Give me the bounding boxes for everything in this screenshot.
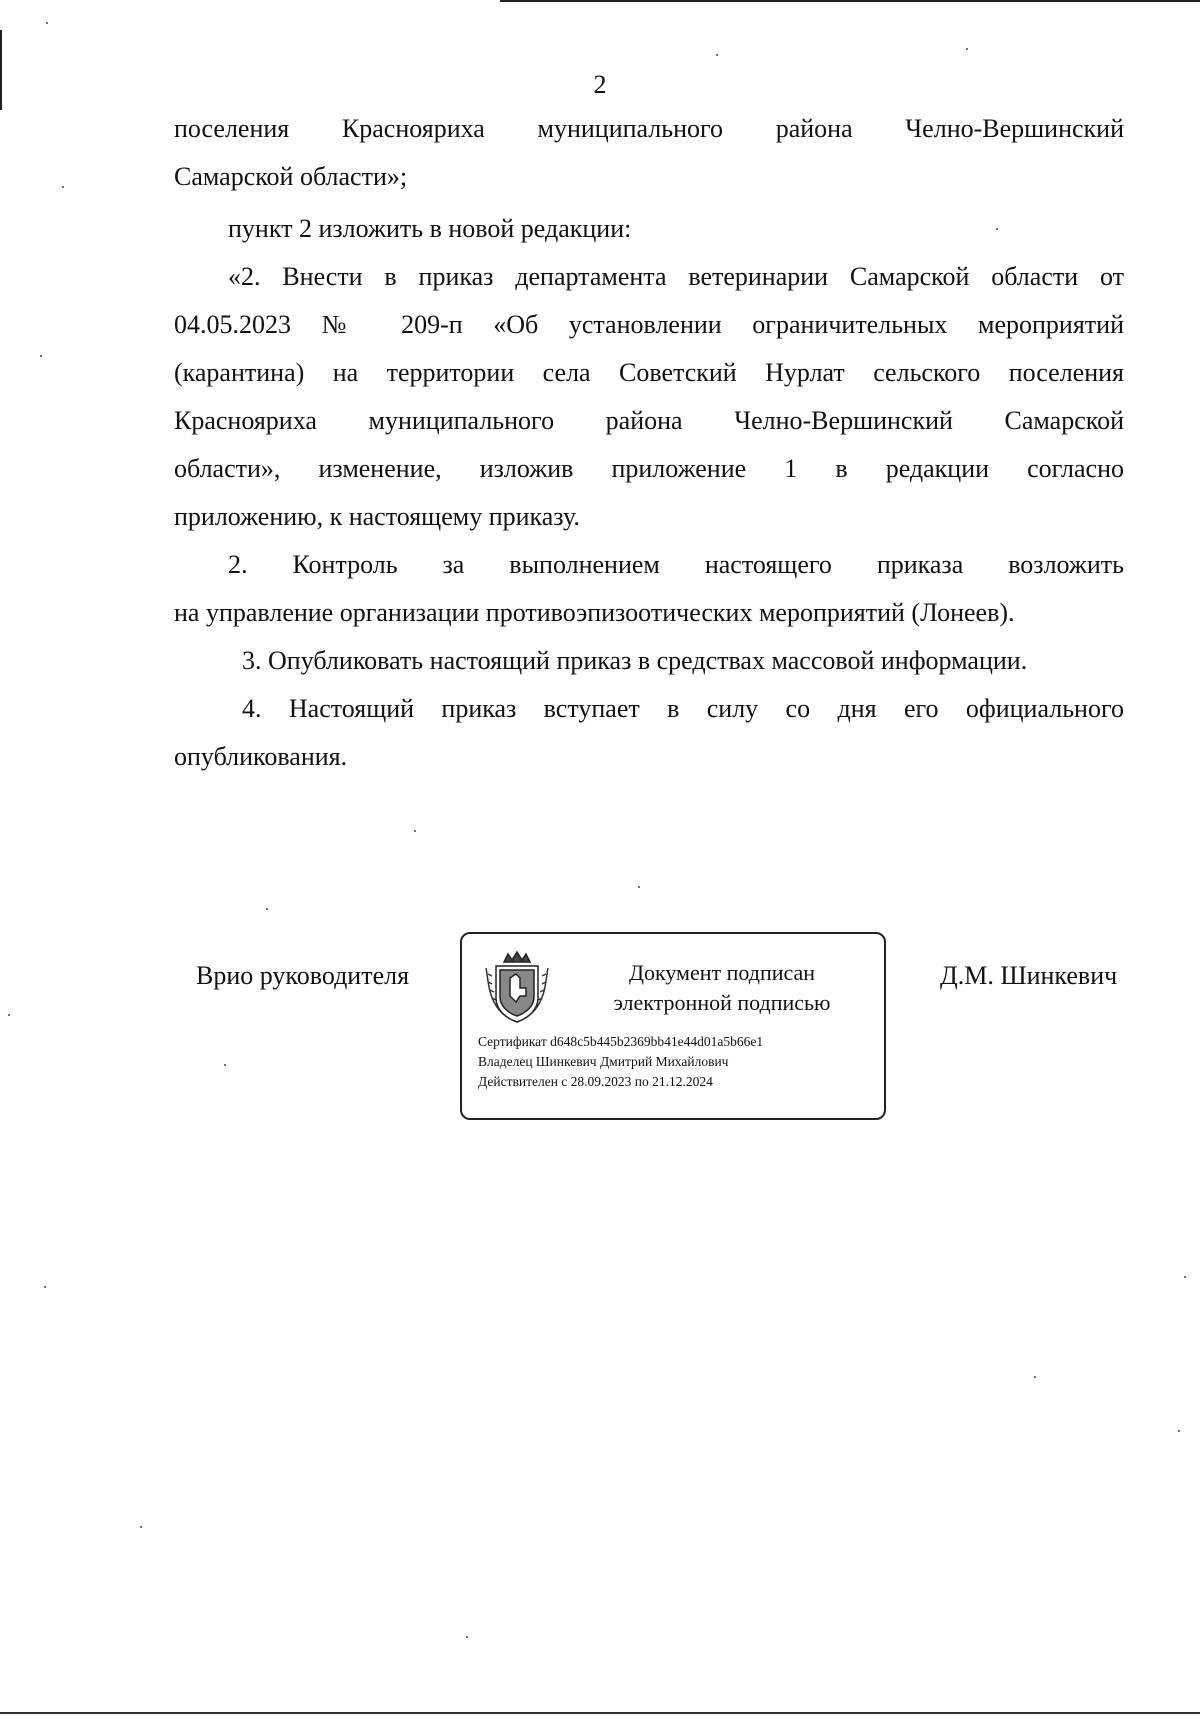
scan-speck bbox=[1184, 1276, 1186, 1278]
scan-speck bbox=[8, 1014, 10, 1016]
scan-speck bbox=[266, 908, 268, 910]
scan-speck bbox=[414, 830, 416, 832]
scan-speck bbox=[46, 22, 48, 24]
paragraph-line: 04.05.2023 № 209-п «Об установлении ограничительных мероприятий bbox=[174, 310, 1124, 339]
stamp-validity: Действителен с 28.09.2023 по 21.12.2024 bbox=[478, 1074, 713, 1089]
document-body bbox=[174, 105, 1124, 781]
scan-speck bbox=[140, 1526, 142, 1528]
scan-speck bbox=[40, 355, 42, 357]
paragraph-line: 4. Настоящий приказ вступает в силу со дня его официального bbox=[242, 694, 1124, 723]
scan-speck bbox=[1034, 1376, 1036, 1378]
electronic-signature-stamp bbox=[460, 932, 886, 1120]
stamp-details bbox=[478, 1032, 763, 1092]
scan-speck bbox=[638, 886, 640, 888]
paragraph-line: опубликования. bbox=[174, 742, 348, 771]
stamp-owner: Владелец Шинкевич Дмитрий Михайлович bbox=[478, 1054, 729, 1069]
paragraph-line: поселения Краснояриха муниципального района Челно-Вершинский bbox=[174, 114, 1124, 143]
paragraph-line: Краснояриха муниципального района Челно-Вершинский Самарской bbox=[174, 406, 1124, 435]
signer-title: Врио руководителя bbox=[196, 961, 410, 990]
signer-name: Д.М. Шинкевич bbox=[940, 961, 1118, 990]
scan-edge-top bbox=[500, 0, 1200, 2]
paragraph-line: 2. Контроль за выполнением настоящего приказа возложить bbox=[228, 550, 1124, 579]
scan-speck bbox=[1178, 1430, 1180, 1432]
scan-speck bbox=[716, 54, 718, 56]
paragraph-line: 3. Опубликовать настоящий приказ в средствах массовой информации. bbox=[242, 646, 1028, 675]
scan-speck bbox=[224, 1064, 226, 1066]
paragraph-line: области», изменение, изложив приложение 1 в редакции согласно bbox=[174, 454, 1124, 483]
stamp-title-line: Документ подписан bbox=[628, 960, 816, 985]
paragraph-line: «2. Внести в приказ департамента ветеринарии Самарской области от bbox=[228, 262, 1124, 291]
scan-speck bbox=[466, 1636, 468, 1638]
scan-speck bbox=[62, 186, 64, 188]
paragraph-line: (карантина) на территории села Советский Нурлат сельского поселения bbox=[174, 358, 1124, 387]
page-number: 2 bbox=[593, 70, 607, 99]
paragraph-line: Самарской области»; bbox=[174, 162, 408, 191]
scan-edge-bottom bbox=[0, 1712, 1200, 1714]
scan-speck bbox=[44, 1286, 46, 1288]
stamp-certificate: Сертификат d648c5b445b2369bb41e44d01a5b66e1 bbox=[478, 1034, 764, 1049]
stamp-title bbox=[572, 958, 872, 1018]
paragraph-line: приложению, к настоящему приказу. bbox=[174, 502, 580, 531]
samara-region-coat-of-arms-icon bbox=[482, 948, 552, 1028]
paragraph-line: на управление организации противоэпизоотических мероприятий (Лонеев). bbox=[174, 598, 1015, 627]
scan-speck bbox=[966, 48, 968, 50]
paragraph-line: пункт 2 изложить в новой редакции: bbox=[228, 214, 632, 243]
stamp-title-line: электронной подписью bbox=[613, 990, 831, 1015]
